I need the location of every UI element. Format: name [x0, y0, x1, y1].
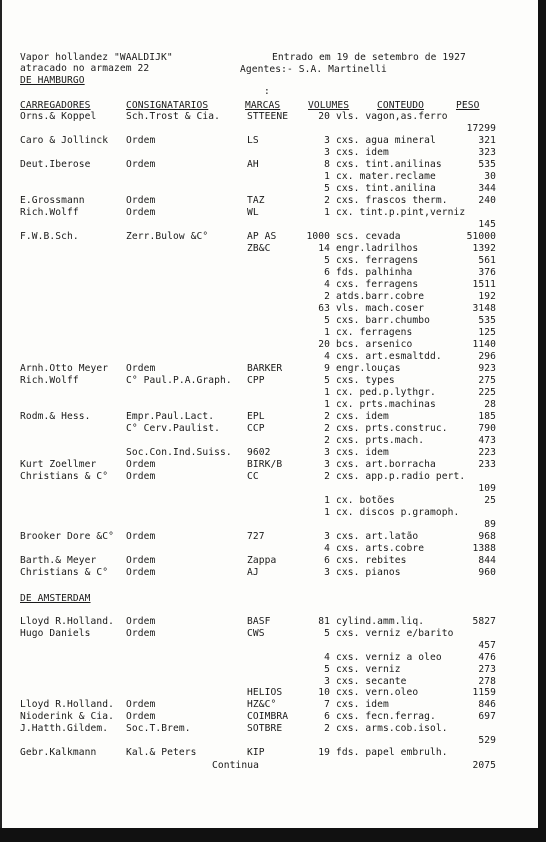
page-edge-bottom [0, 828, 546, 842]
consignee-cell: Soc.T.Brem. [126, 723, 191, 735]
shipper-cell: Deut.Iberose [20, 159, 91, 170]
weight-cell: 376 [478, 267, 496, 278]
weight-cell: 1159 [472, 687, 496, 699]
shipper-cell: Orns.& Koppel [20, 111, 97, 122]
weight-cell: 28 [484, 399, 496, 410]
content-cell: cxs. verniz a oleo [336, 651, 442, 663]
col-header-contents: CONTEUDO [377, 100, 425, 111]
volume-count-cell: 1000 [306, 231, 330, 242]
weight-cell: 1140 [472, 339, 496, 350]
weight-cell: 89 [484, 519, 496, 530]
mark-cell: Zappa [247, 555, 277, 566]
page-edge-left [0, 0, 2, 842]
weight-cell: 697 [478, 711, 496, 723]
content-cell: cxs. agua mineral [336, 135, 436, 146]
content-cell: cxs. idem [336, 147, 389, 158]
volume-count-cell: 81 [318, 616, 330, 627]
consignee-cell: Ordem [126, 135, 156, 146]
mark-cell: BARKER [247, 363, 283, 374]
weight-cell: 1392 [472, 243, 496, 254]
origin-hamburg-heading: DE HAMBURGO [20, 75, 85, 86]
content-cell: vls. vagon,as.ferro [336, 111, 448, 122]
content-cell: cxs. art.borracha [336, 459, 436, 470]
content-cell: cylind.amm.liq. [336, 616, 425, 627]
content-cell: cxs. prts.construc. [336, 423, 448, 434]
mark-cell: AJ [247, 567, 259, 578]
consignee-cell: Ordem [126, 459, 156, 470]
volume-count-cell: 4 [324, 279, 330, 290]
volume-count-cell: 3 [324, 459, 330, 470]
weight-cell: 225 [478, 387, 496, 398]
continua-note: Continua [212, 760, 260, 771]
shipper-cell: Lloyd R.Holland. [20, 699, 115, 711]
content-cell: cxs. arts.cobre [336, 543, 425, 554]
weight-cell: 529 [478, 735, 496, 746]
content-cell: vls. mach.coser [336, 303, 425, 314]
content-cell: cxs. tint.anilinas [336, 159, 442, 170]
content-cell: cx. ferragens [336, 327, 413, 338]
content-cell: fds. palhinha [336, 267, 413, 278]
content-cell: cx. ped.p.lythgr. [336, 387, 436, 398]
volume-count-cell: 19 [318, 746, 330, 758]
weight-cell: 296 [478, 351, 496, 362]
content-cell: engr.ladrilhos [336, 243, 419, 254]
shipper-cell: J.Hatth.Gildem. [20, 723, 109, 735]
weight-cell: 790 [478, 423, 496, 434]
shipper-cell: Kurt Zoellmer [20, 459, 97, 470]
weight-cell: 1511 [472, 279, 496, 290]
weight-cell: 457 [478, 639, 496, 651]
volume-count-cell: 5 [324, 183, 330, 194]
volume-count-cell: 4 [324, 351, 330, 362]
consignee-cell: Soc.Con.Ind.Suiss. [126, 447, 232, 458]
content-cell: cxs. idem [336, 699, 389, 711]
content-cell: cxs. secante [336, 675, 407, 687]
consignee-cell: Ordem [126, 207, 156, 218]
mark-cell: HZ&C° [247, 699, 277, 711]
volume-count-cell: 1 [324, 327, 330, 338]
shipper-cell: Lloyd R.Holland. [20, 616, 115, 627]
mark-cell: AP AS [247, 231, 277, 242]
weight-cell: 273 [478, 663, 496, 675]
volume-count-cell: 20 [318, 339, 330, 350]
volume-count-cell: 10 [318, 687, 330, 699]
volume-count-cell: 1 [324, 507, 330, 518]
weight-cell: 960 [478, 567, 496, 578]
weight-cell: 344 [478, 183, 496, 194]
origin-amsterdam-heading: DE AMSTERDAM [20, 593, 91, 604]
volume-count-cell: 2 [324, 291, 330, 302]
volume-count-cell: 1 [324, 399, 330, 410]
volume-count-cell: 1 [324, 207, 330, 218]
volume-count-cell: 2 [324, 423, 330, 434]
volume-count-cell: 3 [324, 531, 330, 542]
consignee-cell: Sch.Trost & Cia. [126, 111, 221, 122]
weight-cell: 476 [478, 651, 496, 663]
volume-count-cell: 63 [318, 303, 330, 314]
content-cell: cxs. app.p.radio pert. [336, 471, 466, 482]
content-cell: cxs. art.latão [336, 531, 419, 542]
weight-cell: 109 [478, 483, 496, 494]
mark-cell: BASF [247, 616, 271, 627]
volume-count-cell: 14 [318, 243, 330, 254]
weight-cell: 125 [478, 327, 496, 338]
weight-cell: 145 [478, 219, 496, 230]
weight-cell: 25 [484, 495, 496, 506]
col-header-shippers: CARREGADORES [20, 100, 91, 111]
consignee-cell: Ordem [126, 616, 156, 627]
volume-count-cell: 6 [324, 267, 330, 278]
content-cell: cx. tint.p.pint,verniz [336, 207, 466, 218]
content-cell: cx. botões [336, 495, 395, 506]
content-cell: cx. prts.machinas [336, 399, 436, 410]
mark-cell: COIMBRA [247, 711, 289, 723]
weight-cell: 17299 [466, 123, 496, 134]
consignee-cell: Ordem [126, 195, 156, 206]
separator-dot: : [264, 86, 270, 97]
content-cell: cxs. idem [336, 447, 389, 458]
mark-cell: 9602 [247, 447, 271, 458]
consignee-cell: Ordem [126, 627, 156, 639]
mark-cell: TAZ [247, 195, 265, 206]
weight-cell: 844 [478, 555, 496, 566]
shipper-cell: Caro & Jollinck [20, 135, 109, 146]
volume-count-cell: 2 [324, 471, 330, 482]
shipper-cell: F.W.B.Sch. [20, 231, 79, 242]
mark-cell: SOTBRE [247, 723, 283, 735]
volume-count-cell: 6 [324, 555, 330, 566]
volume-count-cell: 5 [324, 315, 330, 326]
weight-cell: 3148 [472, 303, 496, 314]
content-cell: cxs. arms.cob.isol. [336, 723, 448, 735]
content-cell: cxs. ferragens [336, 279, 419, 290]
weight-cell: 278 [478, 675, 496, 687]
content-cell: cxs. vern.oleo [336, 687, 419, 699]
volume-count-cell: 3 [324, 147, 330, 158]
col-header-consignees: CONSIGNATARIOS [126, 100, 209, 111]
shipper-cell: Hugo Daniels [20, 627, 91, 639]
weight-cell: 51000 [466, 231, 496, 242]
entry-date: Entrado em 19 de setembro de 1927 [272, 52, 466, 63]
weight-cell: 185 [478, 411, 496, 422]
weight-cell: 223 [478, 447, 496, 458]
content-cell: bcs. arsenico [336, 339, 413, 350]
content-cell: cxs. types [336, 375, 395, 386]
mark-cell: HELIOS [247, 687, 283, 699]
weight-cell: 535 [478, 159, 496, 170]
shipper-cell: Nioderink & Cia. [20, 711, 115, 723]
consignee-cell: C° Paul.P.A.Graph. [126, 375, 232, 386]
volume-count-cell: 3 [324, 675, 330, 687]
mark-cell: CPP [247, 375, 265, 386]
volume-count-cell: 2 [324, 195, 330, 206]
page-edge-right [538, 0, 546, 842]
mark-cell: CWS [247, 627, 265, 639]
mark-cell: KIP [247, 746, 265, 758]
consignee-cell: Zerr.Bulow &C° [126, 231, 209, 242]
vessel-name: Vapor hollandez "WAALDIJK" [20, 52, 173, 63]
weight-cell: 846 [478, 699, 496, 711]
mark-cell: 727 [247, 531, 265, 542]
content-cell: cxs. rebites [336, 555, 407, 566]
shipper-cell: E.Grossmann [20, 195, 85, 206]
consignee-cell: Kal.& Peters [126, 746, 197, 758]
shipper-cell: Gebr.Kalkmann [20, 746, 97, 758]
volume-count-cell: 1 [324, 387, 330, 398]
volume-count-cell: 4 [324, 651, 330, 663]
volume-count-cell: 5 [324, 663, 330, 675]
shipper-cell: Rich.Wolff [20, 375, 79, 386]
last-weight: 2075 [472, 760, 496, 771]
mark-cell: EPL [247, 411, 265, 422]
mark-cell: BIRK/B [247, 459, 283, 470]
weight-cell: 321 [478, 135, 496, 146]
berth-info: atracado no armazem 22 [20, 63, 150, 74]
mark-cell: STTEENE [247, 111, 289, 122]
weight-cell: 1388 [472, 543, 496, 554]
weight-cell: 275 [478, 375, 496, 386]
weight-cell: 192 [478, 291, 496, 302]
mark-cell: CC [247, 471, 259, 482]
weight-cell: 473 [478, 435, 496, 446]
consignee-cell: Ordem [126, 711, 156, 723]
weight-cell: 5827 [472, 616, 496, 627]
volume-count-cell: 1 [324, 495, 330, 506]
volume-count-cell: 9 [324, 363, 330, 374]
weight-cell: 535 [478, 315, 496, 326]
mark-cell: ZB&C [247, 243, 271, 254]
volume-count-cell: 1 [324, 171, 330, 182]
content-cell: cxs. prts.mach. [336, 435, 425, 446]
consignee-cell: Empr.Paul.Lact. [126, 411, 215, 422]
volume-count-cell: 20 [318, 111, 330, 122]
volume-count-cell: 4 [324, 543, 330, 554]
shipper-cell: Rodm.& Hess. [20, 411, 91, 422]
volume-count-cell: 5 [324, 627, 330, 639]
volume-count-cell: 5 [324, 375, 330, 386]
content-cell: cxs. fecn.ferrag. [336, 711, 436, 723]
weight-cell: 233 [478, 459, 496, 470]
mark-cell: CCP [247, 423, 265, 434]
consignee-cell: Ordem [126, 159, 156, 170]
content-cell: fds. papel embrulh. [336, 746, 448, 758]
shipper-cell: Barth.& Meyer [20, 555, 97, 566]
content-cell: cxs. pianos [336, 567, 401, 578]
consignee-cell: Ordem [126, 471, 156, 482]
volume-count-cell: 2 [324, 435, 330, 446]
shipper-cell: Christians & C° [20, 471, 109, 482]
weight-cell: 240 [478, 195, 496, 206]
content-cell: atds.barr.cobre [336, 291, 425, 302]
shipper-cell: Brooker Dore &C° [20, 531, 115, 542]
volume-count-cell: 3 [324, 447, 330, 458]
content-cell: cxs. frascos therm. [336, 195, 448, 206]
content-cell: cxs. ferragens [336, 255, 419, 266]
mark-cell: AH [247, 159, 259, 170]
volume-count-cell: 6 [324, 711, 330, 723]
consignee-cell: Ordem [126, 363, 156, 374]
weight-cell: 561 [478, 255, 496, 266]
volume-count-cell: 8 [324, 159, 330, 170]
content-cell: engr.louças [336, 363, 401, 374]
agents-info: Agentes:- S.A. Martinelli [240, 64, 387, 75]
weight-cell: 30 [484, 171, 496, 182]
consignee-cell: Ordem [126, 567, 156, 578]
col-header-marks: MARCAS [245, 100, 281, 111]
consignee-cell: C° Cerv.Paulist. [126, 423, 221, 434]
content-cell: scs. cevada [336, 231, 401, 242]
col-header-volumes: VOLUMES [308, 100, 350, 111]
weight-cell: 323 [478, 147, 496, 158]
mark-cell: WL [247, 207, 259, 218]
shipper-cell: Rich.Wolff [20, 207, 79, 218]
content-cell: cxs. tint.anilina [336, 183, 436, 194]
content-cell: cxs. barr.chumbo [336, 315, 431, 326]
content-cell: cxs. art.esmaltdd. [336, 351, 442, 362]
content-cell: cxs. idem [336, 411, 389, 422]
weight-cell: 923 [478, 363, 496, 374]
consignee-cell: Ordem [126, 699, 156, 711]
volume-count-cell: 3 [324, 135, 330, 146]
content-cell: cx. discos p.gramoph. [336, 507, 460, 518]
weight-cell: 968 [478, 531, 496, 542]
col-header-weight: PESO [456, 100, 480, 111]
volume-count-cell: 2 [324, 411, 330, 422]
content-cell: cxs. verniz [336, 663, 401, 675]
shipper-cell: Arnh.Otto Meyer [20, 363, 109, 374]
consignee-cell: Ordem [126, 555, 156, 566]
volume-count-cell: 3 [324, 567, 330, 578]
shipper-cell: Christians & C° [20, 567, 109, 578]
volume-count-cell: 5 [324, 255, 330, 266]
content-cell: cxs. verniz e/barito [336, 627, 454, 639]
volume-count-cell: 7 [324, 699, 330, 711]
mark-cell: LS [247, 135, 259, 146]
volume-count-cell: 2 [324, 723, 330, 735]
content-cell: cx. mater.reclame [336, 171, 436, 182]
consignee-cell: Ordem [126, 531, 156, 542]
